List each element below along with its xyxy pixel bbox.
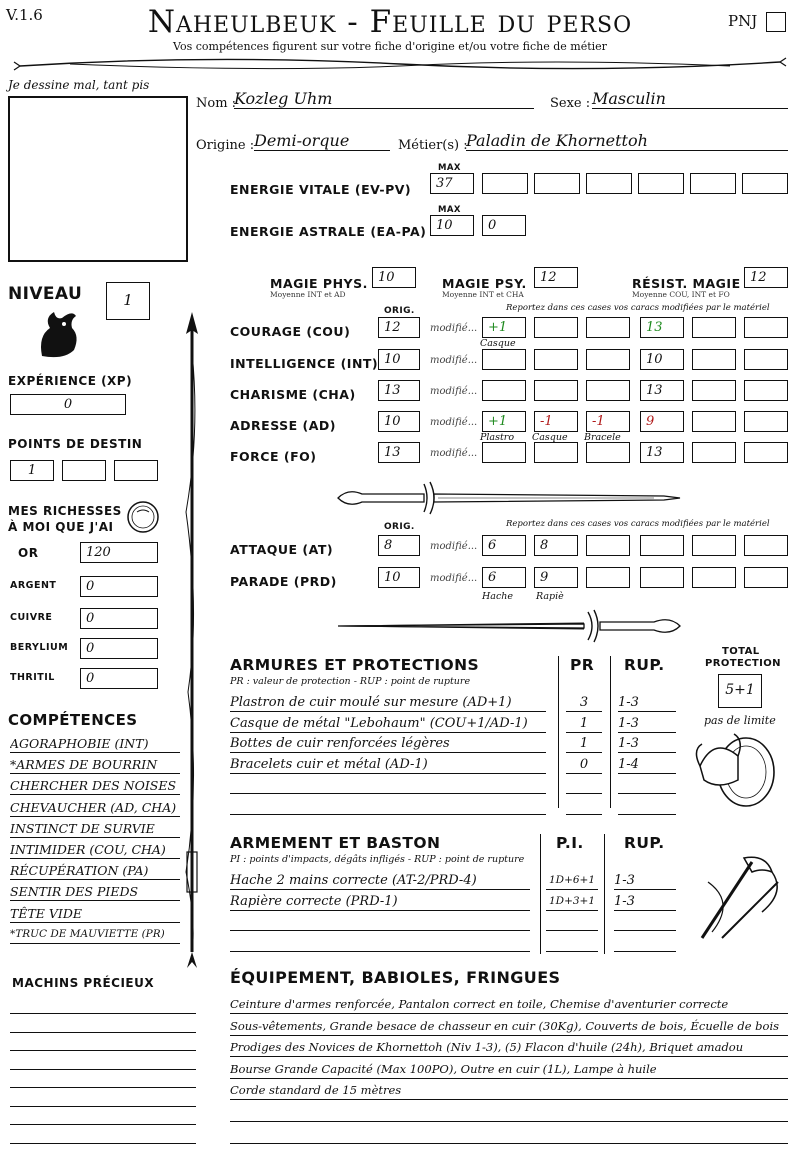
magie-psy-note: Moyenne INT et CHA [442,290,524,299]
destin-label: POINTS DE DESTIN [8,437,143,451]
carac-mod-box[interactable] [534,442,578,463]
armure-pr[interactable]: 1 [566,715,602,733]
carac-mod-box[interactable] [692,380,736,401]
combat-note: Reportez dans ces cases vos caracs modifiées par le matériel [506,519,770,529]
page-title: Naheulbeuk - Feuille du perso [147,4,633,40]
ev-box-3[interactable] [534,173,580,194]
carac-mod-box[interactable]: -1 [586,411,630,432]
ev-box-5[interactable] [638,173,684,194]
machins-title: MACHINS PRÉCIEUX [12,976,155,990]
combat-mod-box[interactable] [640,567,684,588]
richesse-box-1[interactable]: 120 [80,542,158,563]
weapons-icon [692,852,788,942]
armure-rup[interactable] [618,776,676,794]
total-protection-label-2: PROTECTION [705,658,781,669]
competence-item[interactable]: TÊTE VIDE [10,905,180,923]
combat-mod-box[interactable]: 9 [534,567,578,588]
equipement-line[interactable]: Bourse Grande Capacité (Max 100PO), Outre en cuir (1L), Lampe à huile [230,1061,788,1079]
combat-mod-box[interactable]: 8 [534,535,578,556]
metier-label: Métier(s) : [398,138,468,153]
experience-label: EXPÉRIENCE (XP) [8,374,133,388]
arme-rup[interactable]: 1-3 [614,893,676,911]
richesses-label-1: MES RICHESSES [8,504,122,518]
caracs-note: Reportez dans ces cases vos caracs modifiées par le matériel [506,303,770,313]
carac-mod-box[interactable] [586,442,630,463]
armure-name[interactable] [230,776,546,794]
armement-divider-2 [604,834,605,954]
pnj-checkbox[interactable] [766,12,786,32]
combat-mod-box[interactable]: 6 [482,567,526,588]
carac-orig-box[interactable]: 13 [378,442,420,463]
carac-mod-box[interactable] [586,349,630,370]
arme-name[interactable] [230,913,530,931]
carac-orig-box[interactable]: 12 [378,317,420,338]
combat-mod-box[interactable] [744,535,788,556]
carac-mod-box[interactable]: -1 [534,411,578,432]
total-protection-label-1: TOTAL [722,646,760,657]
carac-mod-box[interactable]: 10 [640,349,684,370]
total-protection-note: pas de limite [704,714,776,727]
magie-psy-label: MAGIE PSY. [442,276,527,291]
machins-line[interactable] [10,1015,196,1033]
combat-label: ATTAQUE (AT) [230,542,334,557]
carac-mod-box[interactable]: +1 [482,317,526,338]
equipement-line[interactable]: Prodiges des Novices de Khornettoh (Niv 1-3), (5) Flacon d'huile (24h), Briquet amadou [230,1039,788,1057]
magie-phys-box[interactable]: 10 [372,267,416,288]
version-label: V.1.6 [6,6,43,24]
carac-mod-box[interactable] [534,349,578,370]
carac-label: COURAGE (COU) [230,324,351,339]
resist-magie-box[interactable]: 12 [744,267,788,288]
armement-subtitle: PI : points d'impacts, dégâts infligés - RUP : point de rupture [230,854,525,865]
armures-subtitle: PR : valeur de protection - RUP : point de rupture [230,676,471,687]
sexe-label: Sexe : [550,96,591,111]
carac-mod-box[interactable] [482,442,526,463]
arme-rup[interactable] [614,934,676,952]
carac-modifie-label: modifié... [430,323,478,334]
armure-pr[interactable]: 0 [566,756,602,774]
armure-name[interactable]: Bottes de cuir renforcées légères [230,735,546,753]
combat-mod-box[interactable] [744,567,788,588]
carac-mod-box[interactable] [744,442,788,463]
armure-rup[interactable] [618,797,676,815]
combat-orig-box[interactable]: 8 [378,535,420,556]
carac-modifie-label: modifié... [430,386,478,397]
armure-name[interactable]: Bracelets cuir et métal (AD-1) [230,756,546,774]
carac-mod-box[interactable] [482,349,526,370]
equipement-line[interactable]: Corde standard de 15 mètres [230,1082,788,1100]
richesse-box-3[interactable]: 0 [80,608,158,629]
carac-mod-box[interactable] [692,349,736,370]
combat-caption-hache: Hache [482,591,514,602]
armement-col-pi: P.I. [556,834,584,852]
portrait-box[interactable] [8,96,188,262]
sexe-field[interactable]: Masculin [592,90,788,109]
carac-mod-box[interactable] [534,380,578,401]
equipement-line[interactable] [230,1126,788,1144]
competence-item[interactable]: SENTIR DES PIEDS [10,883,180,901]
destin-box-1[interactable]: 1 [10,460,54,481]
carac-mod-box[interactable]: +1 [482,411,526,432]
helmet-shield-icon [694,726,780,812]
carac-modifie-label: modifié... [430,448,478,459]
origine-field[interactable]: Demi-orque [254,132,390,151]
armures-title: ARMURES ET PROTECTIONS [230,656,480,674]
ea-label: ENERGIE ASTRALE (EA-PA) [230,224,427,239]
armure-rup[interactable]: 1-3 [618,735,676,753]
combat-mod-box[interactable] [692,535,736,556]
carac-modifie-label: modifié... [430,355,478,366]
richesse-label-3: CUIVRE [10,612,53,623]
machins-line[interactable] [10,1089,196,1107]
carac-orig-box[interactable]: 10 [378,411,420,432]
niveau-box[interactable]: 1 [106,282,150,320]
title-swirl-ornament [10,52,790,76]
carac-mod-box[interactable] [744,411,788,432]
ea-max-label: MAX [438,205,461,215]
carac-mod-box[interactable] [692,442,736,463]
richesse-box-4[interactable]: 0 [80,638,158,659]
resist-magie-label: RÉSIST. MAGIE [632,276,741,291]
combat-label: PARADE (PRD) [230,574,337,589]
arme-name[interactable]: Hache 2 mains correcte (AT-2/PRD-4) [230,872,530,890]
carac-mod-box[interactable]: 9 [640,411,684,432]
caracs-orig-label: ORIG. [384,306,415,316]
equipement-line[interactable] [230,1104,788,1122]
arme-pi[interactable] [546,913,598,931]
richesse-label-1: OR [18,546,39,560]
armure-name[interactable]: Plastron de cuir moulé sur mesure (AD+1) [230,694,546,712]
armures-col-pr: PR [570,656,595,674]
carac-orig-box[interactable]: 13 [378,380,420,401]
competence-item[interactable]: CHERCHER DES NOISES [10,777,180,795]
carac-label: CHARISME (CHA) [230,387,356,402]
armure-pr[interactable]: 3 [566,694,602,712]
competences-title: COMPÉTENCES [8,711,138,729]
armure-pr[interactable] [566,797,602,815]
machins-line[interactable] [10,1033,196,1051]
machins-line[interactable] [10,1070,196,1088]
destin-box-2[interactable] [62,460,106,481]
machins-line[interactable] [10,1107,196,1125]
arme-pi[interactable] [546,934,598,952]
arme-name[interactable]: Rapière correcte (PRD-1) [230,893,530,911]
richesse-label-4: BERYLIUM [10,642,69,653]
armures-divider-2 [610,656,611,808]
carac-mod-box[interactable] [586,380,630,401]
arme-rup[interactable]: 1-3 [614,872,676,890]
carac-mod-box[interactable] [692,411,736,432]
armure-name[interactable]: Casque de métal "Lebohaum" (COU+1/AD-1) [230,715,546,733]
ev-box-6[interactable] [690,173,736,194]
carac-label: INTELLIGENCE (INT) [230,356,379,371]
carac-label: FORCE (FO) [230,449,317,464]
armure-rup[interactable]: 1-4 [618,756,676,774]
ev-box-7[interactable] [742,173,788,194]
machins-line[interactable] [10,1052,196,1070]
armure-pr[interactable]: 1 [566,735,602,753]
ev-box-2[interactable] [482,173,528,194]
competence-item[interactable]: INSTINCT DE SURVIE [10,820,180,838]
ev-label: ENERGIE VITALE (EV-PV) [230,182,412,197]
carac-mod-box[interactable] [744,380,788,401]
combat-modifie-label: modifié... [430,541,478,552]
experience-box[interactable]: 0 [10,394,126,415]
combat-mod-box[interactable] [640,535,684,556]
carac-orig-box[interactable]: 10 [378,349,420,370]
carac-mod-caption: Bracele [584,432,621,443]
ea-max-box[interactable]: 10 [430,215,474,236]
arme-pi[interactable]: 1D+3+1 [546,893,598,911]
page-subtitle: Vos compétences figurent sur votre fiche d'origine et/ou votre fiche de métier [173,40,607,53]
armures-divider-1 [558,656,559,808]
combat-mod-box[interactable] [692,567,736,588]
carac-modifie-label: modifié... [430,417,478,428]
competence-item[interactable]: RÉCUPÉRATION (PA) [10,862,180,880]
equipement-line[interactable]: Sous-vêtements, Grande besace de chasseur en cuir (30Kg), Couverts de bois, Écuelle de bois [230,1018,788,1036]
magie-phys-note: Moyenne INT et AD [270,290,346,299]
niveau-label: NIVEAU [8,284,83,304]
richesse-box-5[interactable]: 0 [80,668,158,689]
portrait-caption: Je dessine mal, tant pis [8,78,150,92]
carac-mod-caption: Casque [532,432,568,443]
combat-modifie-label: modifié... [430,573,478,584]
coin-icon [126,500,160,534]
carac-mod-box[interactable]: 13 [640,380,684,401]
carac-mod-box[interactable] [482,380,526,401]
armement-col-rup: RUP. [624,834,665,852]
richesse-label-2: ARGENT [10,580,57,591]
equipement-title: ÉQUIPEMENT, BABIOLES, FRINGUES [230,968,561,987]
combat-mod-box[interactable] [586,535,630,556]
arme-name[interactable] [230,934,530,952]
armure-rup[interactable]: 1-3 [618,694,676,712]
armure-rup[interactable]: 1-3 [618,715,676,733]
dragon-icon [34,306,82,362]
combat-mod-box[interactable]: 6 [482,535,526,556]
nom-label: Nom : [196,96,237,111]
competence-item[interactable]: *TRUC DE MAUVIETTE (PR) [10,926,180,944]
competence-item[interactable]: *ARMES DE BOURRIN [10,756,180,774]
metier-field[interactable]: Paladin de Khornettoh [466,132,788,151]
armement-title: ARMEMENT ET BASTON [230,834,441,852]
competence-item[interactable]: INTIMIDER (COU, CHA) [10,841,180,859]
carac-mod-box[interactable] [744,317,788,338]
machins-line[interactable] [10,996,196,1014]
ea-current-box[interactable]: 0 [482,215,526,236]
armure-pr[interactable] [566,776,602,794]
carac-mod-box[interactable]: 13 [640,442,684,463]
richesses-label-2: À MOI QUE J'AI [8,520,114,534]
origine-label: Origine : [196,138,255,153]
spear-ornament [180,312,204,972]
arme-pi[interactable]: 1D+6+1 [546,872,598,890]
combat-orig-box[interactable]: 10 [378,567,420,588]
ev-box-1[interactable]: 37 [430,173,474,194]
sword-ornament-1 [334,478,684,518]
machins-line[interactable] [10,1126,196,1144]
richesse-box-2[interactable]: 0 [80,576,158,597]
armement-divider-1 [540,834,541,954]
carac-mod-box[interactable]: 13 [640,317,684,338]
combat-caption-rapiere: Rapiè [536,591,564,602]
combat-orig-label: ORIG. [384,522,415,532]
equipement-line[interactable]: Ceinture d'armes renforcée, Pantalon correct en toile, Chemise d'aventurier correcte [230,996,788,1014]
carac-mod-box[interactable] [534,317,578,338]
ev-box-4[interactable] [586,173,632,194]
resist-magie-note: Moyenne COU, INT et FO [632,290,730,299]
total-protection-box[interactable]: 5+1 [718,674,762,708]
combat-mod-box[interactable] [586,567,630,588]
carac-mod-caption: Casque [480,338,516,349]
carac-mod-box[interactable] [692,317,736,338]
carac-mod-box[interactable] [744,349,788,370]
armure-name[interactable] [230,797,546,815]
pnj-label: PNJ [728,12,758,30]
destin-box-3[interactable] [114,460,158,481]
armures-col-rup: RUP. [624,656,665,674]
nom-field[interactable]: Kozleg Uhm [234,90,534,109]
carac-label: ADRESSE (AD) [230,418,337,433]
ev-max-label: MAX [438,163,461,173]
sword-ornament-2 [334,606,684,646]
richesse-label-5: THRITIL [10,672,55,683]
competence-item[interactable]: AGORAPHOBIE (INT) [10,735,180,753]
carac-mod-box[interactable] [586,317,630,338]
magie-psy-box[interactable]: 12 [534,267,578,288]
arme-rup[interactable] [614,913,676,931]
competence-item[interactable]: CHEVAUCHER (AD, CHA) [10,799,180,817]
magie-phys-label: MAGIE PHYS. [270,276,368,291]
carac-mod-caption: Plastro [480,432,515,443]
